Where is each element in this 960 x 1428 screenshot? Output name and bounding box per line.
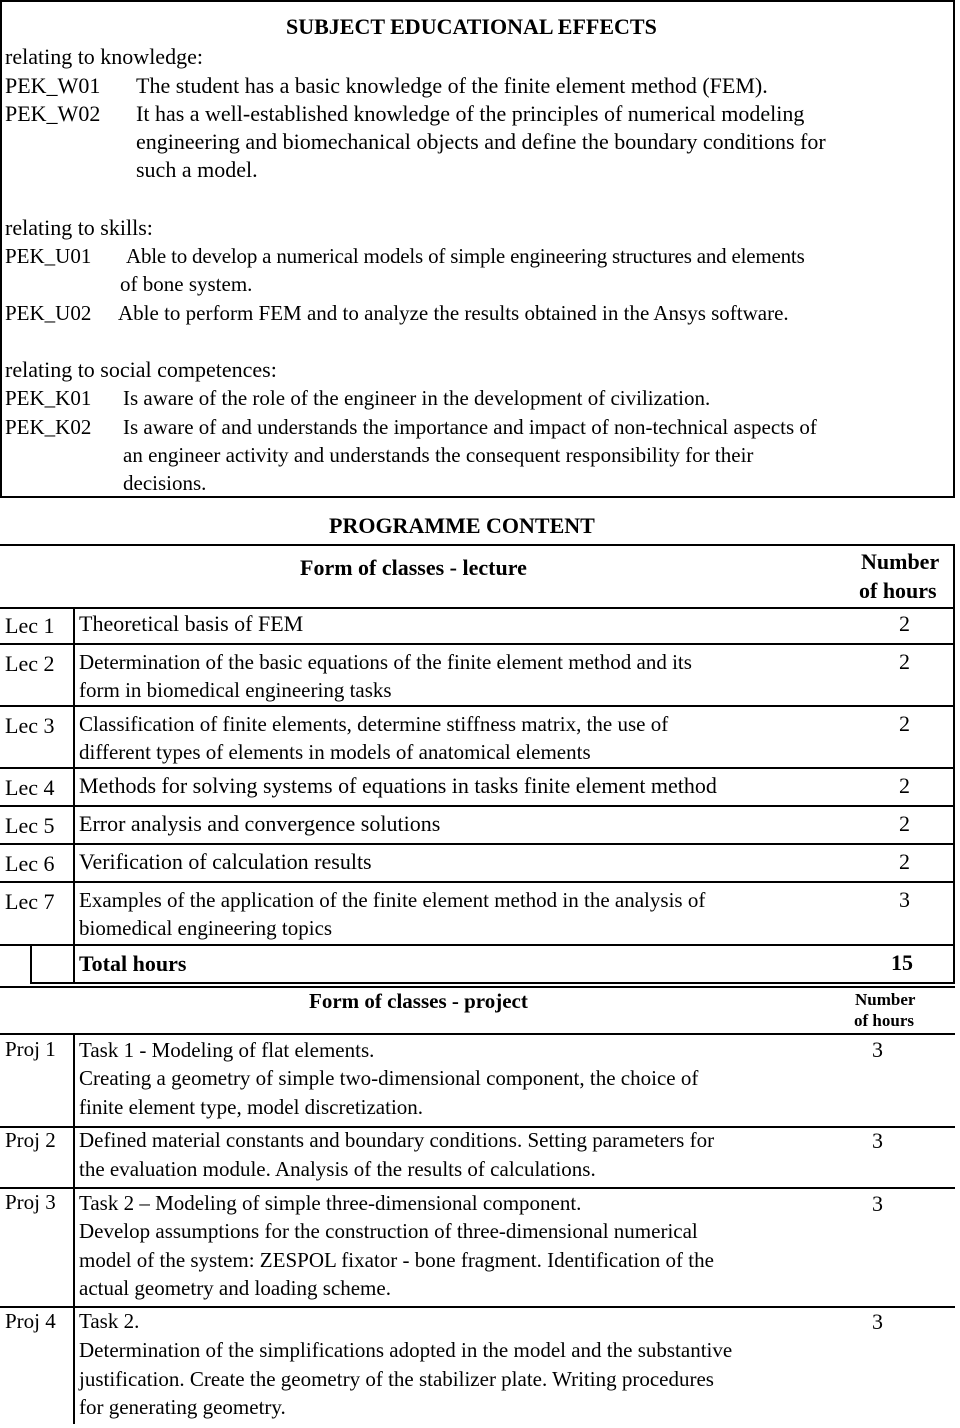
effects-top-border xyxy=(0,0,955,2)
pek-w01-code: PEK_W01 xyxy=(5,73,101,98)
lecture-header-bottom xyxy=(0,607,955,609)
pek-k01-code: PEK_K01 xyxy=(5,386,92,410)
lecture-row-5-bottom xyxy=(0,843,955,845)
lec-2-hours: 2 xyxy=(899,649,910,674)
pek-u02-code: PEK_U02 xyxy=(5,301,92,325)
lec-7-code: Lec 7 xyxy=(5,889,55,914)
lec-2-code: Lec 2 xyxy=(5,651,55,676)
lec-4-hours: 2 xyxy=(899,773,910,798)
project-header: Form of classes - project xyxy=(309,989,528,1013)
knowledge-label: relating to knowledge: xyxy=(5,44,203,69)
pek-k02-text-3: decisions. xyxy=(123,471,207,495)
proj-4-text-3: justification. Create the geometry of the stabilizer plate. Writing procedures xyxy=(79,1367,714,1391)
proj-4-hours: 3 xyxy=(872,1309,883,1334)
lec-5-hours: 2 xyxy=(899,811,910,836)
lecture-row-2-bottom xyxy=(0,705,955,707)
lec-6-code: Lec 6 xyxy=(5,851,55,876)
effects-right-border xyxy=(953,0,955,497)
lec-7-text-1: Examples of the application of the finite element method in the analysis of xyxy=(79,888,706,912)
proj-4-text-2: Determination of the simplifications adopted in the model and the substantive xyxy=(79,1338,733,1362)
proj-3-code: Proj 3 xyxy=(5,1190,56,1214)
pek-w02-code: PEK_W02 xyxy=(5,101,101,126)
proj-3-hours: 3 xyxy=(872,1191,883,1216)
proj-1-text-2: Creating a geometry of simple two-dimensional component, the choice of xyxy=(79,1066,699,1090)
pek-k01-text: Is aware of the role of the engineer in the development of civilization. xyxy=(123,386,711,410)
lecture-total-left xyxy=(30,944,32,984)
hours-header-line-1: Number xyxy=(861,549,940,574)
lec-4-text: Methods for solving systems of equations in tasks finite element method xyxy=(79,773,717,798)
proj-4-code: Proj 4 xyxy=(5,1309,56,1333)
lecture-row-6-bottom xyxy=(0,881,955,883)
lec-5-code: Lec 5 xyxy=(5,813,55,838)
pek-w02-text-3: such a model. xyxy=(136,157,258,182)
lec-1-text: Theoretical basis of FEM xyxy=(79,611,304,636)
lec-3-hours: 2 xyxy=(899,711,910,736)
pek-k02-text-1: Is aware of and understands the importance and impact of non-technical aspects of xyxy=(123,415,817,439)
lecture-row-4-bottom xyxy=(0,805,955,807)
lec-4-code: Lec 4 xyxy=(5,775,55,800)
lecture-code-divider xyxy=(73,609,75,983)
proj-2-text-2: the evaluation module. Analysis of the results of calculations. xyxy=(79,1157,596,1181)
proj-4-text-4: for generating geometry. xyxy=(79,1395,286,1419)
lecture-table-right xyxy=(953,544,955,984)
proj-1-hours: 3 xyxy=(872,1037,883,1062)
lec-6-text: Verification of calculation results xyxy=(79,849,372,874)
social-label: relating to social competences: xyxy=(5,357,277,382)
proj-3-text-2: Develop assumptions for the construction of three-dimensional numerical xyxy=(79,1219,698,1243)
pek-u01-text-1: Able to develop a numerical models of simple engineering structures and elements xyxy=(126,244,805,268)
pek-u01-text-2: of bone system. xyxy=(120,272,253,296)
lec-6-hours: 2 xyxy=(899,849,910,874)
lec-7-hours: 3 xyxy=(899,887,910,912)
lec-1-hours: 2 xyxy=(899,611,910,636)
pek-k02-code: PEK_K02 xyxy=(5,415,92,439)
project-row-3-bottom xyxy=(0,1306,955,1308)
lecture-header: Form of classes - lecture xyxy=(300,555,527,580)
pek-w02-text-1: It has a well-established knowledge of the principles of numerical modeling xyxy=(136,101,805,126)
lecture-row-3-bottom xyxy=(0,767,955,769)
effects-title: SUBJECT EDUCATIONAL EFFECTS xyxy=(286,14,657,39)
project-code-divider xyxy=(73,1034,75,1424)
proj-1-code: Proj 1 xyxy=(5,1037,56,1061)
proj-3-text-1: Task 2 – Modeling of simple three-dimensional component. xyxy=(79,1191,582,1215)
lec-5-text: Error analysis and convergence solutions xyxy=(79,811,441,836)
total-hours-label: Total hours xyxy=(79,951,187,976)
lec-2-text-1: Determination of the basic equations of the finite element method and its xyxy=(79,650,692,674)
total-hours-value: 15 xyxy=(891,950,913,975)
pek-k02-text-2: an engineer activity and understands the consequent responsibility for their xyxy=(123,443,754,467)
pek-u02-text: Able to perform FEM and to analyze the results obtained in the Ansys software. xyxy=(118,301,789,325)
pek-w01-text: The student has a basic knowledge of the finite element method (FEM). xyxy=(136,73,768,98)
proj-2-text-1: Defined material constants and boundary conditions. Setting parameters for xyxy=(79,1128,715,1152)
lecture-row-1-bottom xyxy=(0,643,955,645)
lecture-total-bottom xyxy=(30,982,955,984)
proj-3-text-4: actual geometry and loading scheme. xyxy=(79,1276,391,1300)
proj-1-text-1: Task 1 - Modeling of flat elements. xyxy=(79,1038,375,1062)
skills-label: relating to skills: xyxy=(5,215,153,240)
lecture-table-top xyxy=(0,544,955,546)
lec-3-code: Lec 3 xyxy=(5,713,55,738)
project-hours-header-line-2: of hours xyxy=(854,1011,914,1030)
proj-4-text-1: Task 2. xyxy=(79,1309,140,1333)
programme-title: PROGRAMME CONTENT xyxy=(329,513,595,538)
lecture-row-7-bottom xyxy=(0,944,955,946)
proj-3-text-3: model of the system: ZESPOL fixator - bone fragment. Identification of the xyxy=(79,1248,714,1272)
lec-2-text-2: form in biomedical engineering tasks xyxy=(79,678,392,702)
proj-2-hours: 3 xyxy=(872,1128,883,1153)
project-hours-header-line-1: Number xyxy=(855,990,916,1009)
pek-w02-text-2: engineering and biomechanical objects and define the boundary conditions for xyxy=(136,129,826,154)
lec-3-text-1: Classification of finite elements, determine stiffness matrix, the use of xyxy=(79,712,669,736)
hours-header-line-2: of hours xyxy=(859,578,937,603)
pek-u01-code: PEK_U01 xyxy=(5,244,92,268)
lec-7-text-2: biomedical engineering topics xyxy=(79,916,333,940)
effects-left-border xyxy=(0,0,2,497)
lec-1-code: Lec 1 xyxy=(5,613,55,638)
proj-1-text-3: finite element type, model discretization. xyxy=(79,1095,424,1119)
project-header-bottom xyxy=(0,1033,955,1035)
proj-2-code: Proj 2 xyxy=(5,1128,56,1152)
lec-3-text-2: different types of elements in models of anatomical elements xyxy=(79,740,591,764)
